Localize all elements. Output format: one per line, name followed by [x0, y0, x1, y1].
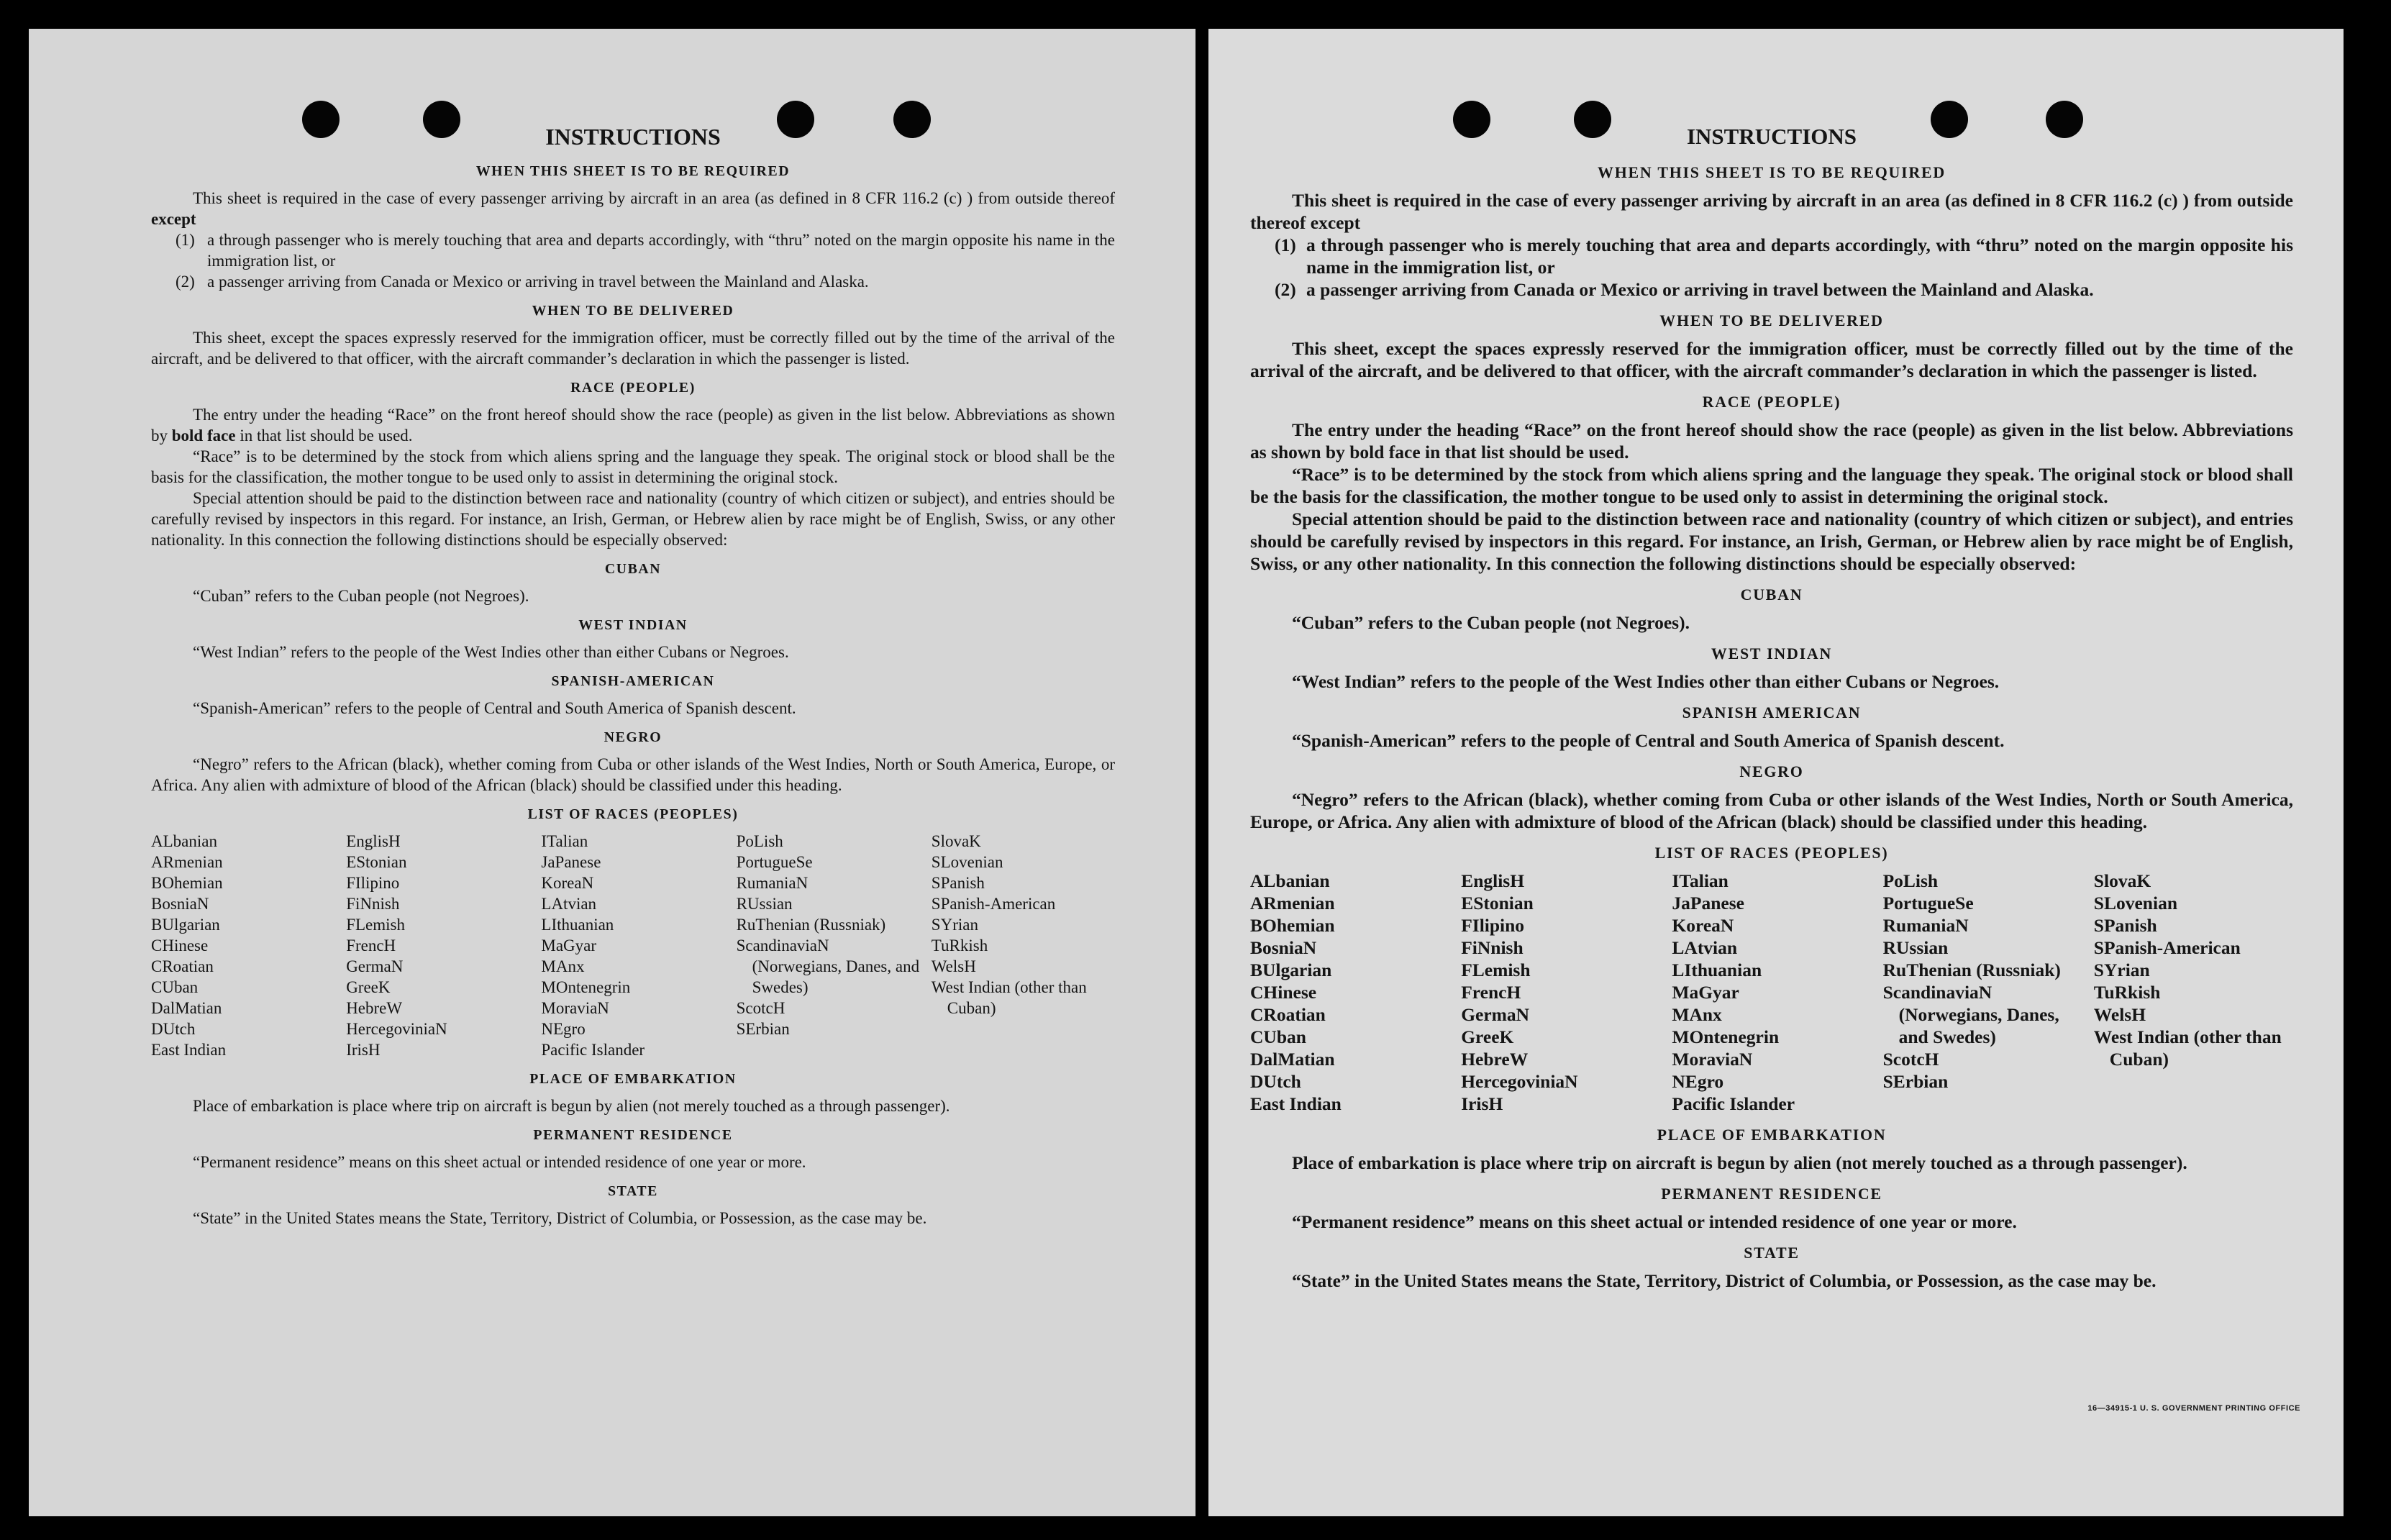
instructions-text	[1250, 121, 2293, 1292]
race-entry: SPanish-American	[931, 895, 1056, 913]
race-entry: Pacific Islander	[1672, 1093, 1795, 1114]
race-entry: HebreW	[346, 999, 403, 1017]
heading-permanent-residence: PERMANENT RESIDENCE	[533, 1127, 733, 1143]
heading-west-indian: WEST INDIAN	[1711, 644, 1833, 662]
heading-embarkation: PLACE OF EMBARKATION	[1657, 1126, 1887, 1144]
race-entry: MOntenegrin	[1672, 1026, 1780, 1047]
race-entry: BUlgarian	[151, 916, 220, 934]
race-entry: EStonian	[346, 853, 407, 871]
race-entry: ARmenian	[151, 853, 223, 871]
paragraph-west-indian: “West Indian” refers to the people of the West Indies other than either Cubans or Negroes.	[1292, 671, 2000, 692]
races-list	[1250, 870, 2293, 1115]
printing-office-imprint: 16—34915-1 U. S. GOVERNMENT PRINTING OFFICE	[2087, 1404, 2300, 1413]
race-entry: EStonian	[1461, 893, 1534, 913]
race-entry: East Indian	[151, 1041, 227, 1059]
paragraph-delivered: This sheet, except the spaces expressly reserved for the immigration officer, must be correctly filled out by the time of the arrival of the aircraft, and be delivered to that officer, with the aircraft commander’s declaration in which the passenger is listed.	[1250, 338, 2293, 381]
races-column	[541, 831, 724, 1060]
heading-list-of-races: LIST OF RACES (PEOPLES)	[1654, 844, 1889, 862]
race-entry: CUban	[151, 978, 199, 996]
heading-race: RACE (PEOPLE)	[570, 380, 696, 396]
heading-race: RACE (PEOPLE)	[1702, 393, 1841, 411]
race-entry: HercegoviniaN	[346, 1020, 447, 1038]
race-entry: JaPanese	[1672, 893, 1744, 913]
race-entry: SlovaK	[931, 832, 981, 850]
paragraph-embarkation: Place of embarkation is place where trip on aircraft is begun by alien (not merely touched as a through passenger).	[1292, 1152, 2187, 1173]
race-entry: SLovenian	[931, 853, 1003, 871]
race-entry: GreeK	[346, 978, 391, 996]
race-entry: IrisH	[1461, 1093, 1503, 1114]
race-entry: SYrian	[2093, 960, 2150, 980]
race-entry: FLemish	[1461, 960, 1531, 980]
race-entry: MoraviaN	[541, 999, 609, 1017]
paragraph-west-indian: “West Indian” refers to the people of the West Indies other than either Cubans or Negroes.	[193, 643, 789, 661]
race-entry: RuThenian (Russniak)	[736, 916, 886, 934]
race-entry: SYrian	[931, 916, 978, 934]
race-entry: LAtvian	[541, 895, 597, 913]
document-page-right	[1208, 29, 2344, 1516]
paragraph-race-3: Special attention should be paid to the distinction between race and nationality (country of which citizen or subject), and entries should be carefully revised by inspectors in this regard. For instance, an Irish, German, or Hebrew alien by race might be of English, Swiss, or any other nationality. In this connection the following distinctions should be especially observed:	[1250, 509, 2293, 574]
races-list	[151, 831, 1115, 1060]
race-entry: ALbanian	[1250, 870, 1330, 891]
race-entry: BUlgarian	[1250, 960, 1332, 980]
race-entry: MOntenegrin	[541, 978, 631, 996]
race-entry: HercegoviniaN	[1461, 1071, 1578, 1092]
race-entry: JaPanese	[541, 853, 601, 871]
races-column	[346, 831, 529, 1060]
list-item: (1) a through passenger who is merely touching that area and departs accordingly, with “thru” noted on the margin opposite his name in the immigration list, or	[1275, 234, 2293, 278]
race-entry: SErbian	[1882, 1071, 1949, 1092]
race-entry: SLovenian	[2093, 893, 2178, 913]
heading-required: WHEN THIS SHEET IS TO BE REQUIRED	[1598, 163, 1946, 181]
paragraph-race-3: Special attention should be paid to the distinction between race and nationality (country of which citizen or subject), and entries should be carefully revised by inspectors in this regard. For instance, an Irish, German, or Hebrew alien by race might be of English, Swiss, or any other nationality. In this connection the following distinctions should be especially observed:	[151, 489, 1115, 549]
races-column	[151, 831, 334, 1060]
race-entry: FLemish	[346, 916, 405, 934]
race-entry: BOhemian	[151, 874, 223, 892]
heading-state: STATE	[608, 1183, 658, 1199]
race-entry: ITalian	[541, 832, 588, 850]
race-entry: TuRkish	[2093, 982, 2161, 1003]
race-entry: CHinese	[151, 937, 209, 954]
race-entry: ScandinaviaN (Norwegians, Danes, and Swedes)	[736, 937, 920, 996]
race-entry: TuRkish	[931, 937, 988, 954]
paragraph-embarkation: Place of embarkation is place where trip on aircraft is begun by alien (not merely touched as a through passenger).	[193, 1097, 950, 1115]
race-entry: ScotcH	[736, 999, 785, 1017]
instructions-text	[151, 121, 1115, 1229]
race-entry: PoLish	[1882, 870, 1939, 891]
race-entry: PortugueSe	[1882, 893, 1974, 913]
race-entry: GermaN	[346, 957, 404, 975]
race-entry: MAnx	[1672, 1004, 1722, 1025]
race-entry: ALbanian	[151, 832, 217, 850]
race-entry: SPanish	[2093, 915, 2157, 936]
race-entry: RUssian	[1882, 937, 1949, 958]
race-entry: PortugueSe	[736, 853, 813, 871]
heading-cuban: CUBAN	[1740, 586, 1803, 603]
race-entry: DalMatian	[1250, 1049, 1335, 1070]
race-entry: WelsH	[931, 957, 976, 975]
paragraph-negro: “Negro” refers to the African (black), whether coming from Cuba or other islands of the West Indies, North or South America, Europe, or Africa. Any alien with admixture of blood of the African (black) should be classified under this heading.	[1250, 789, 2293, 832]
heading-delivered: WHEN TO BE DELIVERED	[532, 303, 734, 319]
races-column	[1250, 870, 1449, 1115]
race-entry: ITalian	[1672, 870, 1729, 891]
race-entry: DUtch	[151, 1020, 196, 1038]
race-entry: WelsH	[2093, 1004, 2146, 1025]
race-entry: FiNnish	[1461, 937, 1524, 958]
race-entry: SPanish	[931, 874, 985, 892]
race-entry: SlovaK	[2093, 870, 2151, 891]
race-entry: FIlipino	[346, 874, 400, 892]
race-entry: RumaniaN	[736, 874, 809, 892]
race-entry: HebreW	[1461, 1049, 1529, 1070]
paragraph-state: “State” in the United States means the State, Territory, District of Columbia, or Possession, as the case may be.	[1292, 1270, 2157, 1291]
heading-spanish-american: SPANISH AMERICAN	[1682, 703, 1862, 721]
races-column	[1461, 870, 1660, 1115]
paragraph-permanent-residence: “Permanent residence” means on this sheet actual or intended residence of one year or more.	[193, 1153, 806, 1171]
race-entry: FIlipino	[1461, 915, 1525, 936]
races-column	[737, 831, 920, 1060]
paragraph-race-2: “Race” is to be determined by the stock from which aliens spring and the language they speak. The original stock or blood shall be the basis for the classification, the mother tongue to be used only to assist in determining the original stock.	[151, 447, 1115, 486]
race-entry: CRoatian	[151, 957, 214, 975]
heading-delivered: WHEN TO BE DELIVERED	[1659, 311, 1884, 329]
race-entry: MaGyar	[1672, 982, 1739, 1003]
race-entry: West Indian (other than Cuban)	[2093, 1026, 2282, 1070]
race-entry: ScandinaviaN (Norwegians, Danes, and Swedes)	[1882, 982, 2059, 1047]
race-entry: BosniaN	[151, 895, 209, 913]
race-entry: KoreaN	[1672, 915, 1734, 936]
paragraph-state: “State” in the United States means the State, Territory, District of Columbia, or Possession, as the case may be.	[193, 1209, 927, 1227]
race-entry: SErbian	[736, 1020, 790, 1038]
race-entry: Pacific Islander	[541, 1041, 645, 1059]
races-column	[2094, 870, 2293, 1115]
heading-embarkation: PLACE OF EMBARKATION	[529, 1071, 737, 1087]
paragraph-required: This sheet is required in the case of every passenger arriving by aircraft in an area (as defined in 8 CFR 116.2 (c) ) from outside thereof except	[151, 189, 1115, 228]
race-entry: FrencH	[346, 937, 396, 954]
race-entry: RUssian	[736, 895, 793, 913]
race-entry: NEgro	[541, 1020, 586, 1038]
paragraph-spanish-american: “Spanish-American” refers to the people of Central and South America of Spanish descent.	[1292, 730, 2005, 751]
race-entry: RuThenian (Russniak)	[1882, 960, 2061, 980]
heading-west-indian: WEST INDIAN	[578, 617, 688, 633]
race-entry: ARmenian	[1250, 893, 1335, 913]
heading-cuban: CUBAN	[604, 561, 662, 577]
race-entry: IrisH	[346, 1041, 381, 1059]
race-entry: PoLish	[736, 832, 783, 850]
race-entry: FiNnish	[346, 895, 400, 913]
race-entry: KoreaN	[541, 874, 594, 892]
heading-spanish-american: SPANISH-AMERICAN	[551, 673, 715, 689]
race-entry: DUtch	[1250, 1071, 1301, 1092]
paragraph-negro: “Negro” refers to the African (black), whether coming from Cuba or other islands of the West Indies, North or South America, Europe, or Africa. Any alien with admixture of blood of the African (black) should be classified under this heading.	[151, 755, 1115, 794]
paragraph-spanish-american: “Spanish-American” refers to the people of Central and South America of Spanish descent.	[193, 699, 796, 717]
paragraph-required: This sheet is required in the case of every passenger arriving by aircraft in an area (as defined in 8 CFR 116.2 (c) ) from outside thereof except	[1250, 190, 2293, 233]
document-page-left	[29, 29, 1196, 1516]
race-entry: MAnx	[541, 957, 585, 975]
race-entry: RumaniaN	[1882, 915, 1969, 936]
paragraph-race-1: The entry under the heading “Race” on the front hereof should show the race (people) as given in the list below. Abbreviations as shown by bold face in that list should be used.	[1250, 419, 2293, 463]
race-entry: LAtvian	[1672, 937, 1738, 958]
race-entry: CHinese	[1250, 982, 1317, 1003]
race-entry: LIthuanian	[541, 916, 614, 934]
race-entry: FrencH	[1461, 982, 1521, 1003]
paragraph-permanent-residence: “Permanent residence” means on this sheet actual or intended residence of one year or more.	[1292, 1211, 2017, 1232]
race-entry: CRoatian	[1250, 1004, 1326, 1025]
paragraph-cuban: “Cuban” refers to the Cuban people (not Negroes).	[1292, 612, 1690, 633]
heading-required: WHEN THIS SHEET IS TO BE REQUIRED	[475, 163, 791, 179]
race-entry: East Indian	[1250, 1093, 1342, 1114]
race-entry: DalMatian	[151, 999, 222, 1017]
heading-permanent-residence: PERMANENT RESIDENCE	[1661, 1185, 1882, 1203]
race-entry: GreeK	[1461, 1026, 1514, 1047]
page-title: INSTRUCTIONS	[1686, 124, 1857, 149]
paragraph-delivered: This sheet, except the spaces expressly reserved for the immigration officer, must be correctly filled out by the time of the arrival of the aircraft, and be delivered to that officer, with the aircraft commander’s declaration in which the passenger is listed.	[151, 329, 1115, 368]
paragraph-race-1: The entry under the heading “Race” on the front hereof should show the race (people) as given in the list below. Abbreviations as shown by bold face in that list should be used.	[151, 406, 1115, 445]
race-entry: BosniaN	[1250, 937, 1317, 958]
race-entry: GermaN	[1461, 1004, 1530, 1025]
paragraph-cuban: “Cuban” refers to the Cuban people (not Negroes).	[193, 587, 529, 605]
list-item: (2) a passenger arriving from Canada or Mexico or arriving in travel between the Mainland and Alaska.	[1275, 279, 2094, 300]
paragraph-race-2: “Race” is to be determined by the stock from which aliens spring and the language they speak. The original stock or blood shall be the basis for the classification, the mother tongue to be used only to assist in determining the original stock.	[1250, 464, 2293, 507]
race-entry: EnglisH	[1461, 870, 1525, 891]
race-entry: NEgro	[1672, 1071, 1724, 1092]
heading-list-of-races: LIST OF RACES (PEOPLES)	[527, 806, 739, 822]
races-column	[1672, 870, 1871, 1115]
race-entry: EnglisH	[346, 832, 401, 850]
race-entry: SPanish-American	[2093, 937, 2241, 958]
race-entry: ScotcH	[1882, 1049, 1939, 1070]
race-entry: BOhemian	[1250, 915, 1335, 936]
race-entry: MaGyar	[541, 937, 597, 954]
races-column	[1883, 870, 2082, 1115]
heading-state: STATE	[1744, 1244, 1800, 1262]
race-entry: CUban	[1250, 1026, 1306, 1047]
page-title: INSTRUCTIONS	[545, 124, 721, 150]
list-item: (2) a passenger arriving from Canada or Mexico or arriving in travel between the Mainland and Alaska.	[176, 273, 869, 291]
heading-negro: NEGRO	[604, 729, 662, 745]
races-column	[932, 831, 1115, 1060]
heading-negro: NEGRO	[1739, 762, 1804, 780]
race-entry: West Indian (other than Cuban)	[931, 978, 1087, 1017]
race-entry: LIthuanian	[1672, 960, 1762, 980]
race-entry: MoraviaN	[1672, 1049, 1753, 1070]
list-item: (1) a through passenger who is merely touching that area and departs accordingly, with “thru” noted on the margin opposite his name in the immigration list, or	[176, 231, 1115, 270]
